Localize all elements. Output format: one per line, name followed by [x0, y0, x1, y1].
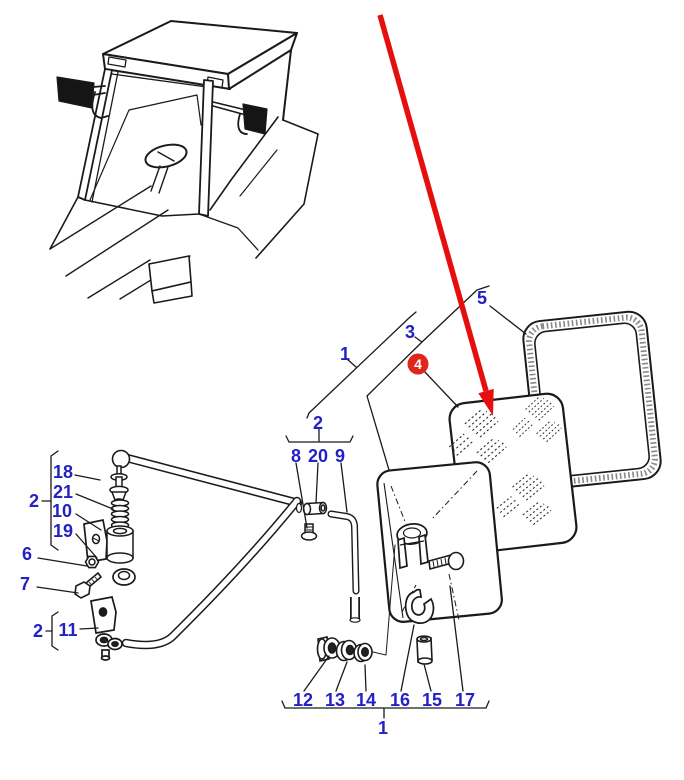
leader-14 — [365, 665, 366, 691]
leader-7 — [37, 587, 78, 593]
leader-12 — [304, 656, 329, 691]
red-pointer-arrow — [380, 15, 494, 416]
leader-4 — [424, 371, 458, 407]
leader-8 — [296, 463, 307, 528]
callout-5: 5 — [476, 288, 488, 308]
tick-3 — [415, 337, 422, 342]
b-pillar — [199, 80, 213, 216]
leader-13 — [336, 662, 347, 691]
callout-8: 8 — [290, 446, 302, 466]
callout-13: 13 — [324, 690, 346, 710]
callout-15: 15 — [421, 690, 443, 710]
bracket-group-1-3 — [307, 312, 416, 418]
callout-17: 17 — [454, 690, 476, 710]
screw-8 — [302, 524, 317, 540]
callout-7: 7 — [19, 574, 31, 594]
callout-16: 16 — [389, 690, 411, 710]
callout-21: 21 — [52, 482, 74, 502]
callout-1-top: 1 — [339, 344, 351, 364]
washer-stack — [318, 637, 373, 662]
leader-20 — [316, 463, 318, 503]
callout-2-mid: 2 — [312, 413, 324, 433]
callout-6: 6 — [21, 544, 33, 564]
callout-18: 18 — [52, 462, 74, 482]
cab-mirror-right — [243, 104, 267, 134]
callout-20: 20 — [307, 446, 329, 466]
callout-badge-4 — [408, 354, 429, 375]
callout-2-lower: 2 — [32, 621, 44, 641]
leader-6 — [38, 558, 87, 566]
callout-1-bottom: 1 — [377, 718, 389, 738]
mirror-housing — [376, 461, 503, 623]
callout-9: 9 — [334, 446, 346, 466]
bracket-2-lower — [52, 612, 58, 650]
bolt-7 — [75, 573, 101, 598]
leader-5 — [490, 306, 526, 334]
support-rod — [331, 514, 360, 622]
leader-9 — [341, 463, 347, 512]
leader-16 — [401, 625, 414, 691]
bushing-20 — [304, 503, 327, 515]
tractor-cab-inset — [50, 21, 318, 303]
callout-12: 12 — [292, 690, 314, 710]
leader-21 — [76, 494, 113, 509]
callout-2-left: 2 — [28, 491, 40, 511]
leader-18 — [75, 475, 100, 480]
spring-21 — [112, 500, 129, 528]
callout-19: 19 — [52, 521, 74, 541]
callout-3: 3 — [404, 322, 416, 342]
pivot-assembly — [75, 466, 135, 660]
spacer-15 — [417, 636, 432, 664]
leader-15 — [424, 664, 431, 691]
callout-14: 14 — [355, 690, 377, 710]
callout-4: 4 — [414, 356, 422, 372]
cab-mirror-left — [57, 77, 94, 108]
callout-10: 10 — [51, 501, 73, 521]
callout-11: 11 — [58, 620, 78, 640]
mirror-arm — [113, 451, 302, 646]
